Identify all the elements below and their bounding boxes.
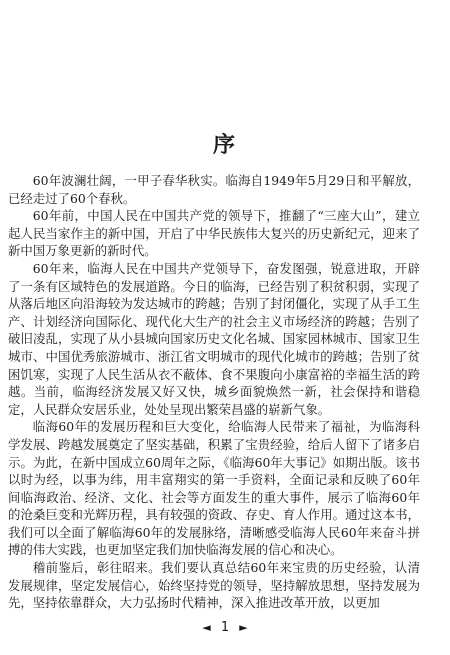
paragraph: 稽前鉴后，彰往昭来。我们要认真总结60年来宝贵的历史经验，认清发展规律，坚定发展信心，始终坚持党的领导，坚持解放思想，坚持发展为先，坚持依靠群众，大力弘扬时代精神，深入推进改革开放，以更加 bbox=[8, 560, 420, 611]
preface-body bbox=[8, 172, 420, 612]
left-arrow-icon: ◄ bbox=[202, 621, 211, 634]
paragraph: 60年波澜壮阔，一甲子春华秋实。临海自1949年5月29日和平解放，已经走过了60个春秋。 bbox=[8, 173, 420, 206]
right-arrow-icon: ► bbox=[239, 621, 248, 634]
page-number: 1 bbox=[220, 620, 230, 635]
paragraph: 60年来，临海人民在中国共产党领导下，奋发图强，锐意进取，开辟了一条有区域特色的发展道路。今日的临海，已经告别了积贫积弱，实现了从落后地区向沿海较为发达城市的跨越；告别了封闭僵化，实现了从手工生产、计划经济向国际化、现代化大生产的社会主义市场经济的跨越；告别了破旧凌乱，实现了从小县城向国家历史文化名城、国家园林城市、国家卫生城市、中国优秀旅游城市、浙江省文明城市的现代化城市的跨越；告别了贫困饥寒，实现了人民生活从衣不蔽体、食不果腹向小康富裕的幸福生活的跨越。当前，临海经济发展又好又快，城乡面貌焕然一新，社会保持和谐稳定，人民群众安居乐业，处处呈现出繁荣昌盛的崭新气象。 bbox=[8, 260, 420, 417]
paragraph: 临海60年的发展历程和巨大变化，给临海人民带来了福祉，为临海科学发展、跨越发展奠定了坚实基础，积累了宝贵经验，给后人留下了诸多启示。为此，在新中国成立60周年之际，《临海60年大事记》如期出版。该书以时为经，以事为纬，用丰富翔实的第一手资料，全面记录和反映了60年间临海政治、经济、文化、社会等方面发生的重大事件，展示了临海60年的沧桑巨变和光辉历程，具有较强的资政、存史、育人作用。通过这本书，我们可以全面了解临海60年的发展脉络，清晰感受临海人民60年来奋斗拼搏的伟大实践，也更加坚定我们加快临海发展的信心和决心。 bbox=[8, 419, 420, 558]
page-footer bbox=[0, 620, 450, 635]
paragraph: 60年前，中国人民在中国共产党的领导下，推翻了“三座大山”，建立起人民当家作主的新中国，开启了中华民族伟大复兴的历史新纪元，迎来了新中国万象更新的新时代。 bbox=[8, 208, 420, 259]
page-title: 序 bbox=[212, 132, 237, 158]
